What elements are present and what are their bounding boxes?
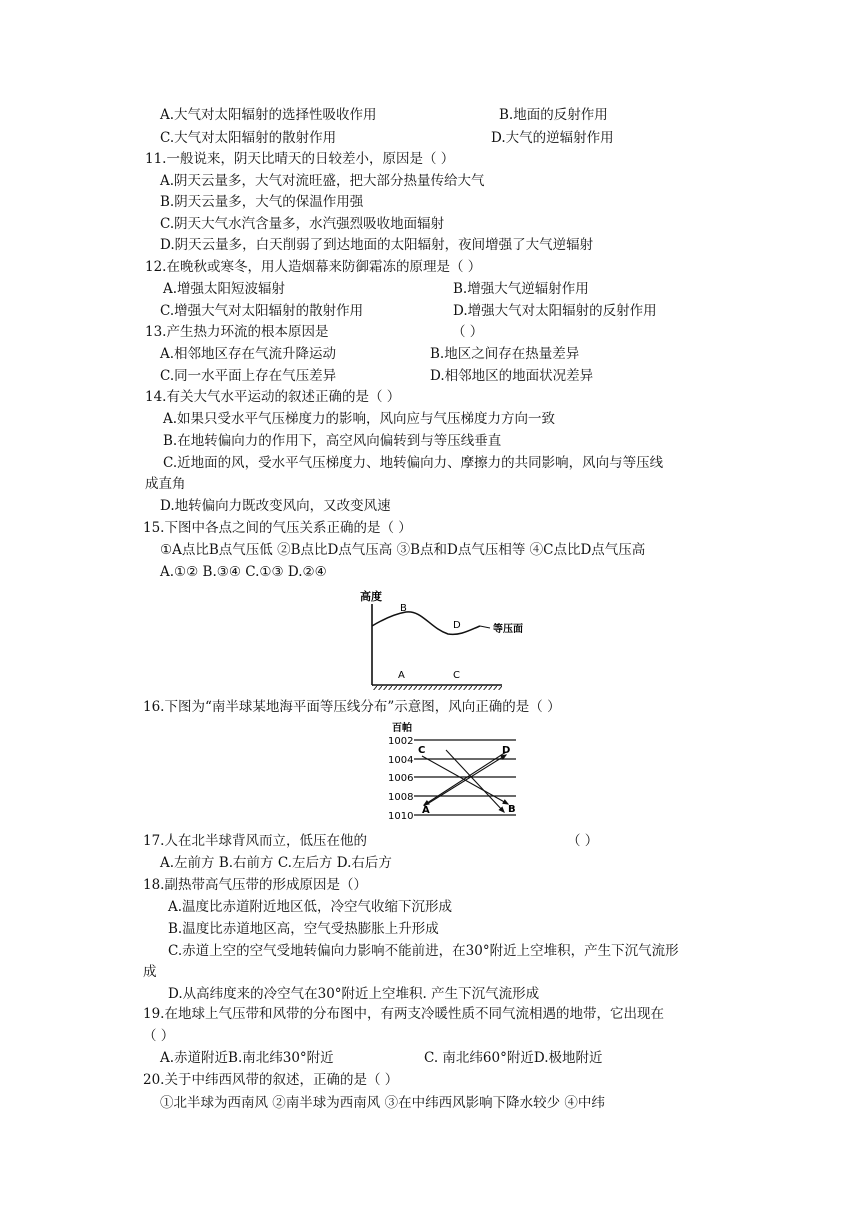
point-a-label: A [422, 805, 430, 816]
q13-answer-blank: （ ） [452, 324, 484, 340]
q11-stem: 11.一般说来，阴天比晴天的日较差小，原因是（ ） [145, 151, 455, 167]
q10-option-d: D.大气的逆辐射作用 [491, 130, 614, 146]
q20-stem: 20.关于中纬西风带的叙述，正确的是（ ） [143, 1072, 399, 1088]
point-c-label: C [453, 670, 460, 681]
q20-statements: ①北半球为西南风 ②南半球为西南风 ③在中纬西风影响下降水较少 ④中纬 [160, 1095, 605, 1111]
q12-option-a: A.增强太阳短波辐射 [163, 281, 286, 297]
q11-option-d: D.阴天云量多，白天削弱了到达地面的太阳辐射，夜间增强了大气逆辐射 [160, 237, 594, 253]
q17-answer-blank: （ ） [567, 833, 599, 849]
q11-option-c: C.阴天大气水汽含量多，水汽强烈吸收地面辐射 [160, 216, 445, 232]
q19-answer-blank: （ ） [143, 1028, 175, 1044]
q15-statements: ①A点比B点气压低 ②B点比D点气压高 ③B点和D点气压相等 ④C点比D点气压高 [160, 542, 646, 558]
q15-stem: 15.下图中各点之间的气压关系正确的是（ ） [143, 520, 412, 536]
isobar-label-1004: 1004 [388, 755, 414, 766]
q18-option-d: D.从高纬度来的冷空气在30°附近上空堆积. 产生下沉气流形成 [168, 986, 540, 1002]
isobar-label-1010: 1010 [388, 811, 414, 820]
point-b-label: B [400, 603, 407, 614]
point-b-label: B [508, 804, 516, 815]
wind-arrow-a-to-d [424, 755, 506, 806]
q18-option-a: A.温度比赤道附近地区低，冷空气收缩下沉形成 [168, 899, 453, 915]
q10-option-c: C.大气对太阳辐射的散射作用 [160, 130, 337, 146]
q13-option-c: C.同一水平面上存在气压差异 [160, 368, 337, 384]
q14-stem: 14.有关大气水平运动的叙述正确的是（ ） [145, 389, 401, 405]
q11-option-a: A.阴天云量多，大气对流旺盛，把大部分热量传给大气 [160, 173, 485, 189]
q17-stem: 17.人在北半球背风而立，低压在他的 [143, 833, 367, 849]
isobaric-surface-figure [352, 590, 562, 690]
point-d-label: D [502, 745, 511, 756]
ground-hatch [372, 685, 502, 690]
isobaric-surface-label: 等压面 [493, 624, 523, 635]
q16-stem: 16.下图为“南半球某地海平面等压线分布”示意图，风向正确的是（ ） [143, 699, 561, 715]
q13-option-b: B.地区之间存在热量差异 [430, 346, 580, 362]
q13-stem: 13.产生热力环流的根本原因是 [145, 324, 329, 340]
q18-option-c: C.赤道上空的空气受地转偏向力影响不能前进，在30°附近上空堆积，产生下沉气流形 [168, 943, 679, 959]
q14-option-d: D.地转偏向力既改变风向，又改变风速 [160, 498, 391, 514]
unit-label: 百帕 [392, 723, 412, 734]
q17-options: A.左前方 B.右前方 C.左后方 D.右后方 [160, 855, 392, 871]
isobaric-curve-leader [480, 626, 490, 628]
q19-stem: 19.在地球上气压带和风带的分布图中，有两支冷暖性质不同气流相遇的地带，它出现在 [143, 1006, 664, 1022]
q14-option-c: C.近地面的风，受水平气压梯度力、地转偏向力、摩擦力的共同影响，风向与等压线 [163, 455, 664, 471]
isobar-label-1008: 1008 [388, 792, 414, 803]
q15-options: A.①② B.③④ C.①③ D.②④ [160, 564, 327, 580]
q18-stem: 18.副热带高气压带的形成原因是（） [143, 877, 367, 893]
q14-option-b: B.在地转偏向力的作用下，高空风向偏转到与等压线垂直 [163, 433, 502, 449]
q13-option-a: A.相邻地区存在气流升降运动 [160, 346, 337, 362]
q18-option-c-cont: 成 [143, 964, 157, 980]
q14-option-a: A.如果只受水平气压梯度力的影响，风向应与气压梯度力方向一致 [163, 411, 556, 427]
q13-option-d: D.相邻地区的地面状况差异 [430, 368, 594, 384]
point-a-label: A [398, 670, 405, 681]
q19-option-ab: A.赤道附近B.南北纬30°附近 [160, 1050, 334, 1066]
isobar-label-1002: 1002 [388, 736, 414, 747]
q11-option-b: B.阴天云量多，大气的保温作用强 [160, 194, 364, 210]
q19-option-cd: C. 南北纬60°附近D.极地附近 [424, 1050, 603, 1066]
q10-option-a: A.大气对太阳辐射的选择性吸收作用 [160, 107, 377, 123]
point-d-label: D [453, 620, 461, 631]
q18-option-b: B.温度比赤道地区高，空气受热膨胀上升形成 [168, 921, 439, 937]
isobaric-curve [372, 612, 480, 635]
wind-arrow-d-to-a [424, 752, 506, 805]
point-c-label: C [418, 745, 426, 756]
q12-option-b: B.增强大气逆辐射作用 [453, 281, 589, 297]
q10-option-b: B.地面的反射作用 [499, 107, 608, 123]
q12-option-c: C.增强大气对太阳辐射的散射作用 [160, 303, 364, 319]
isobar-map-figure [386, 720, 522, 820]
q12-stem: 12.在晚秋或寒冬，用人造烟幕来防御霜冻的原理是（ ） [145, 259, 482, 275]
q14-option-c-cont: 成直角 [145, 476, 186, 492]
isobar-label-1006: 1006 [388, 773, 414, 784]
height-axis-label: 高度 [360, 590, 382, 603]
q12-option-d: D.增强大气对太阳辐射的反射作用 [453, 303, 657, 319]
